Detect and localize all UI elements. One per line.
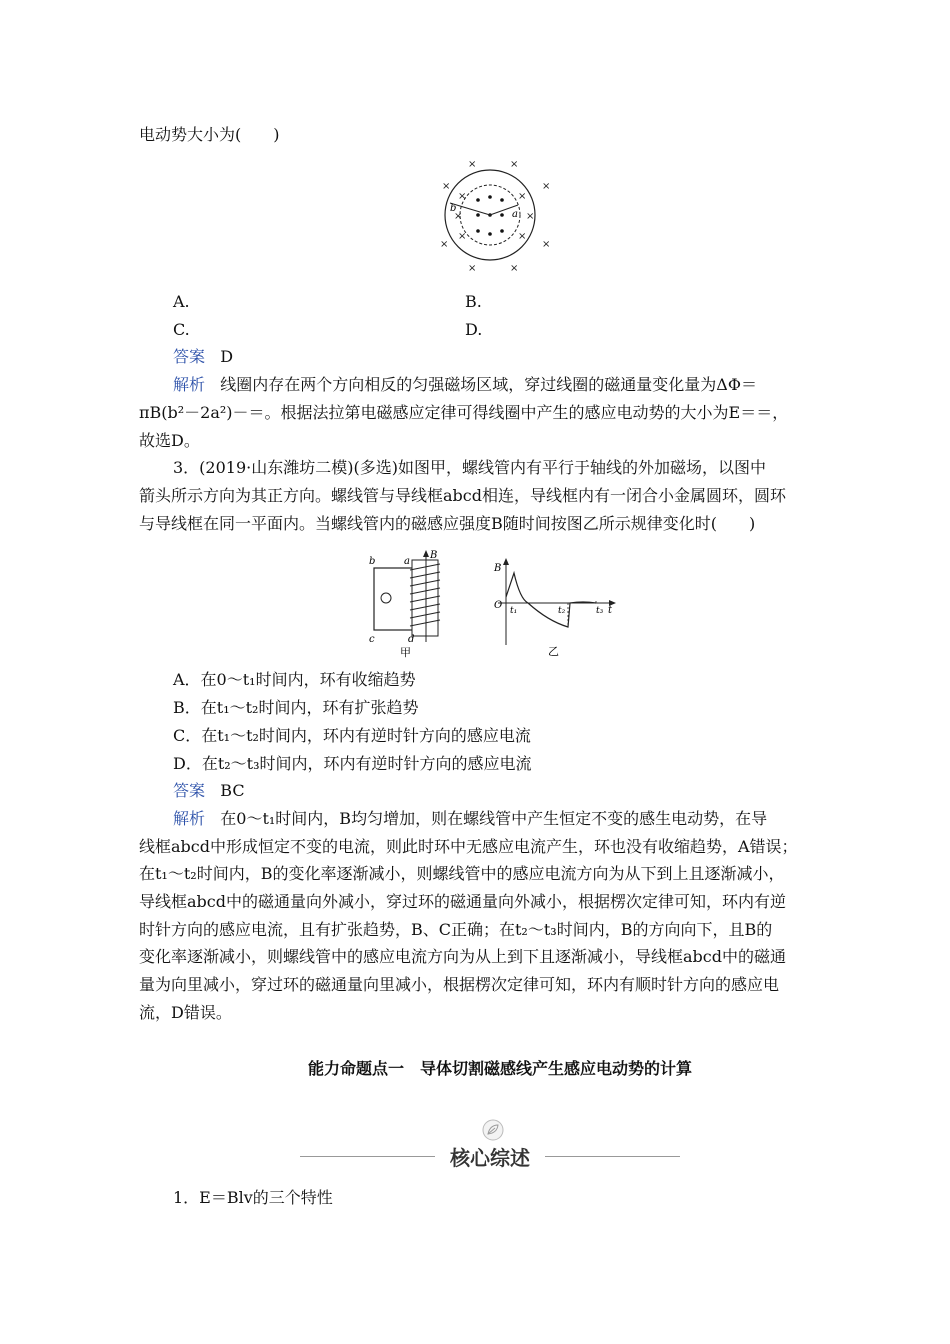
jia-label-c: c [369,634,375,645]
q3-figure-yi [488,555,618,659]
q3-option-b: B．在t₁～t₂时间内，环有扩张趋势 [173,698,419,717]
leaf-icon [481,1118,505,1142]
yi-label-t: t [608,605,613,616]
section-heading: 能力命题点一 导体切割磁感线产生感应电动势的计算 [307,1059,692,1078]
svg-text:×: × [468,263,477,274]
jia-label-a: a [404,556,410,567]
q2-field-figure [430,155,560,275]
q3-analysis-text-1: 在0～t₁时间内，B均匀增加，则在螺线管中产生恒定不变的感生电动势，在导 [220,809,768,828]
q3-stem-line-3: 与导线框在同一平面内。当螺线管内的磁感应强度B随时间按图乙所示规律变化时( ) [139,514,756,533]
svg-text:×: × [518,191,527,202]
q3-analysis-line-4: 导线框abcd中的磁通量向外减小，穿过环的磁通量向外减小，根据楞次定律可知，环内有逆 [139,892,786,911]
q2-answer [173,347,233,367]
svg-text:×: × [518,231,527,242]
svg-text:×: × [542,181,551,192]
q2-answer-label: 答案 [173,347,206,366]
q3-stem-line-1: 3．(2019·山东潍坊二模)(多选)如图甲，螺线管内有平行于轴线的外加磁场，以图中 [173,458,766,477]
q3-stem-line-2: 箭头所示方向为其正方向。螺线管与导线框abcd相连，导线框内有一闭合小金属圆环，圆环 [139,486,786,505]
q3-option-a: A．在0～t₁时间内，环有收缩趋势 [173,670,416,689]
svg-text:×: × [458,191,467,202]
yi-label-t1: t₁ [510,606,518,616]
jia-label-d: d [408,634,415,645]
q2-analysis-line-2: πB(b²－2a²)－＝。根据法拉第电磁感应定律可得线圈中产生的感应电动势的大小为E＝＝， [139,403,789,422]
q3-analysis-label: 解析 [173,809,206,828]
q2-label-b: b [450,203,457,214]
q3-analysis-line-5: 时针方向的感应电流，且有扩张趋势，B、C正确；在t₂～t₃时间内，B的方向向下，且B的 [139,920,773,939]
q2-analysis-line-1 [173,375,757,395]
q2-option-c: C. [173,320,190,339]
jia-label-b: b [369,556,376,567]
svg-text:×: × [510,159,519,170]
q2-option-d: D. [465,320,483,339]
q2-label-a: a [512,209,518,220]
svg-text:×: × [510,263,519,274]
q3-option-d: D．在t₂～t₃时间内，环内有逆时针方向的感应电流 [173,754,532,773]
q3-option-c: C．在t₁～t₂时间内，环内有逆时针方向的感应电流 [173,726,531,745]
core-summary-banner [300,1140,690,1170]
q2-analysis-line-3: 故选D。 [139,431,200,450]
q3-answer [173,781,245,801]
q2-option-a: A. [173,292,190,311]
svg-text:×: × [542,239,551,250]
core-title: 核心综述 [450,1146,530,1170]
jia-label-B: B [430,550,438,561]
item-1: 1．E＝Blv的三个特性 [173,1188,333,1207]
q3-analysis-line-1 [173,809,767,829]
q2-answer-value: D [220,347,234,366]
svg-text:×: × [458,231,467,242]
yi-caption: 乙 [548,645,559,658]
yi-label-t3: t₃ [596,606,604,616]
q2-option-b: B. [465,292,482,311]
svg-text:×: × [468,159,477,170]
q3-answer-value: BC [220,781,245,800]
q3-analysis-line-8: 流，D错误。 [139,1003,232,1022]
yi-label-B: B [494,563,502,574]
q2-analysis-label: 解析 [173,375,206,394]
yi-label-O: O [494,600,503,611]
q3-analysis-line-3: 在t₁～t₂时间内，B的变化率逐渐减小，则螺线管中的感应电流方向为从下到上且逐渐减小， [139,864,785,883]
q3-analysis-line-6: 变化率逐渐减小，则螺线管中的感应电流方向为从上到下且逐渐减小，导线框abcd中的磁通 [139,947,786,966]
svg-text:×: × [526,211,535,222]
svg-text:×: × [442,181,451,192]
yi-label-t2: t₂ [558,606,566,616]
q3-analysis-line-7: 量为向里减小，穿过环的磁通量向里减小，根据楞次定律可知，环内有顺时针方向的感应电 [139,975,780,994]
q3-analysis-line-2: 线框abcd中形成恒定不变的电流，则此时环中无感应电流产生，环也没有收缩趋势，A错误； [139,837,798,856]
svg-text:×: × [440,239,449,250]
q2-stem-tail: 电动势大小为( ) [139,125,280,144]
svg-text:×: × [454,211,463,222]
q3-answer-label: 答案 [173,781,206,800]
jia-caption: 甲 [400,646,411,658]
q2-analysis-text-1: 线圈内存在两个方向相反的匀强磁场区域，穿过线圈的磁通量变化量为ΔΦ＝ [220,375,757,394]
q3-figure-jia [366,548,452,658]
